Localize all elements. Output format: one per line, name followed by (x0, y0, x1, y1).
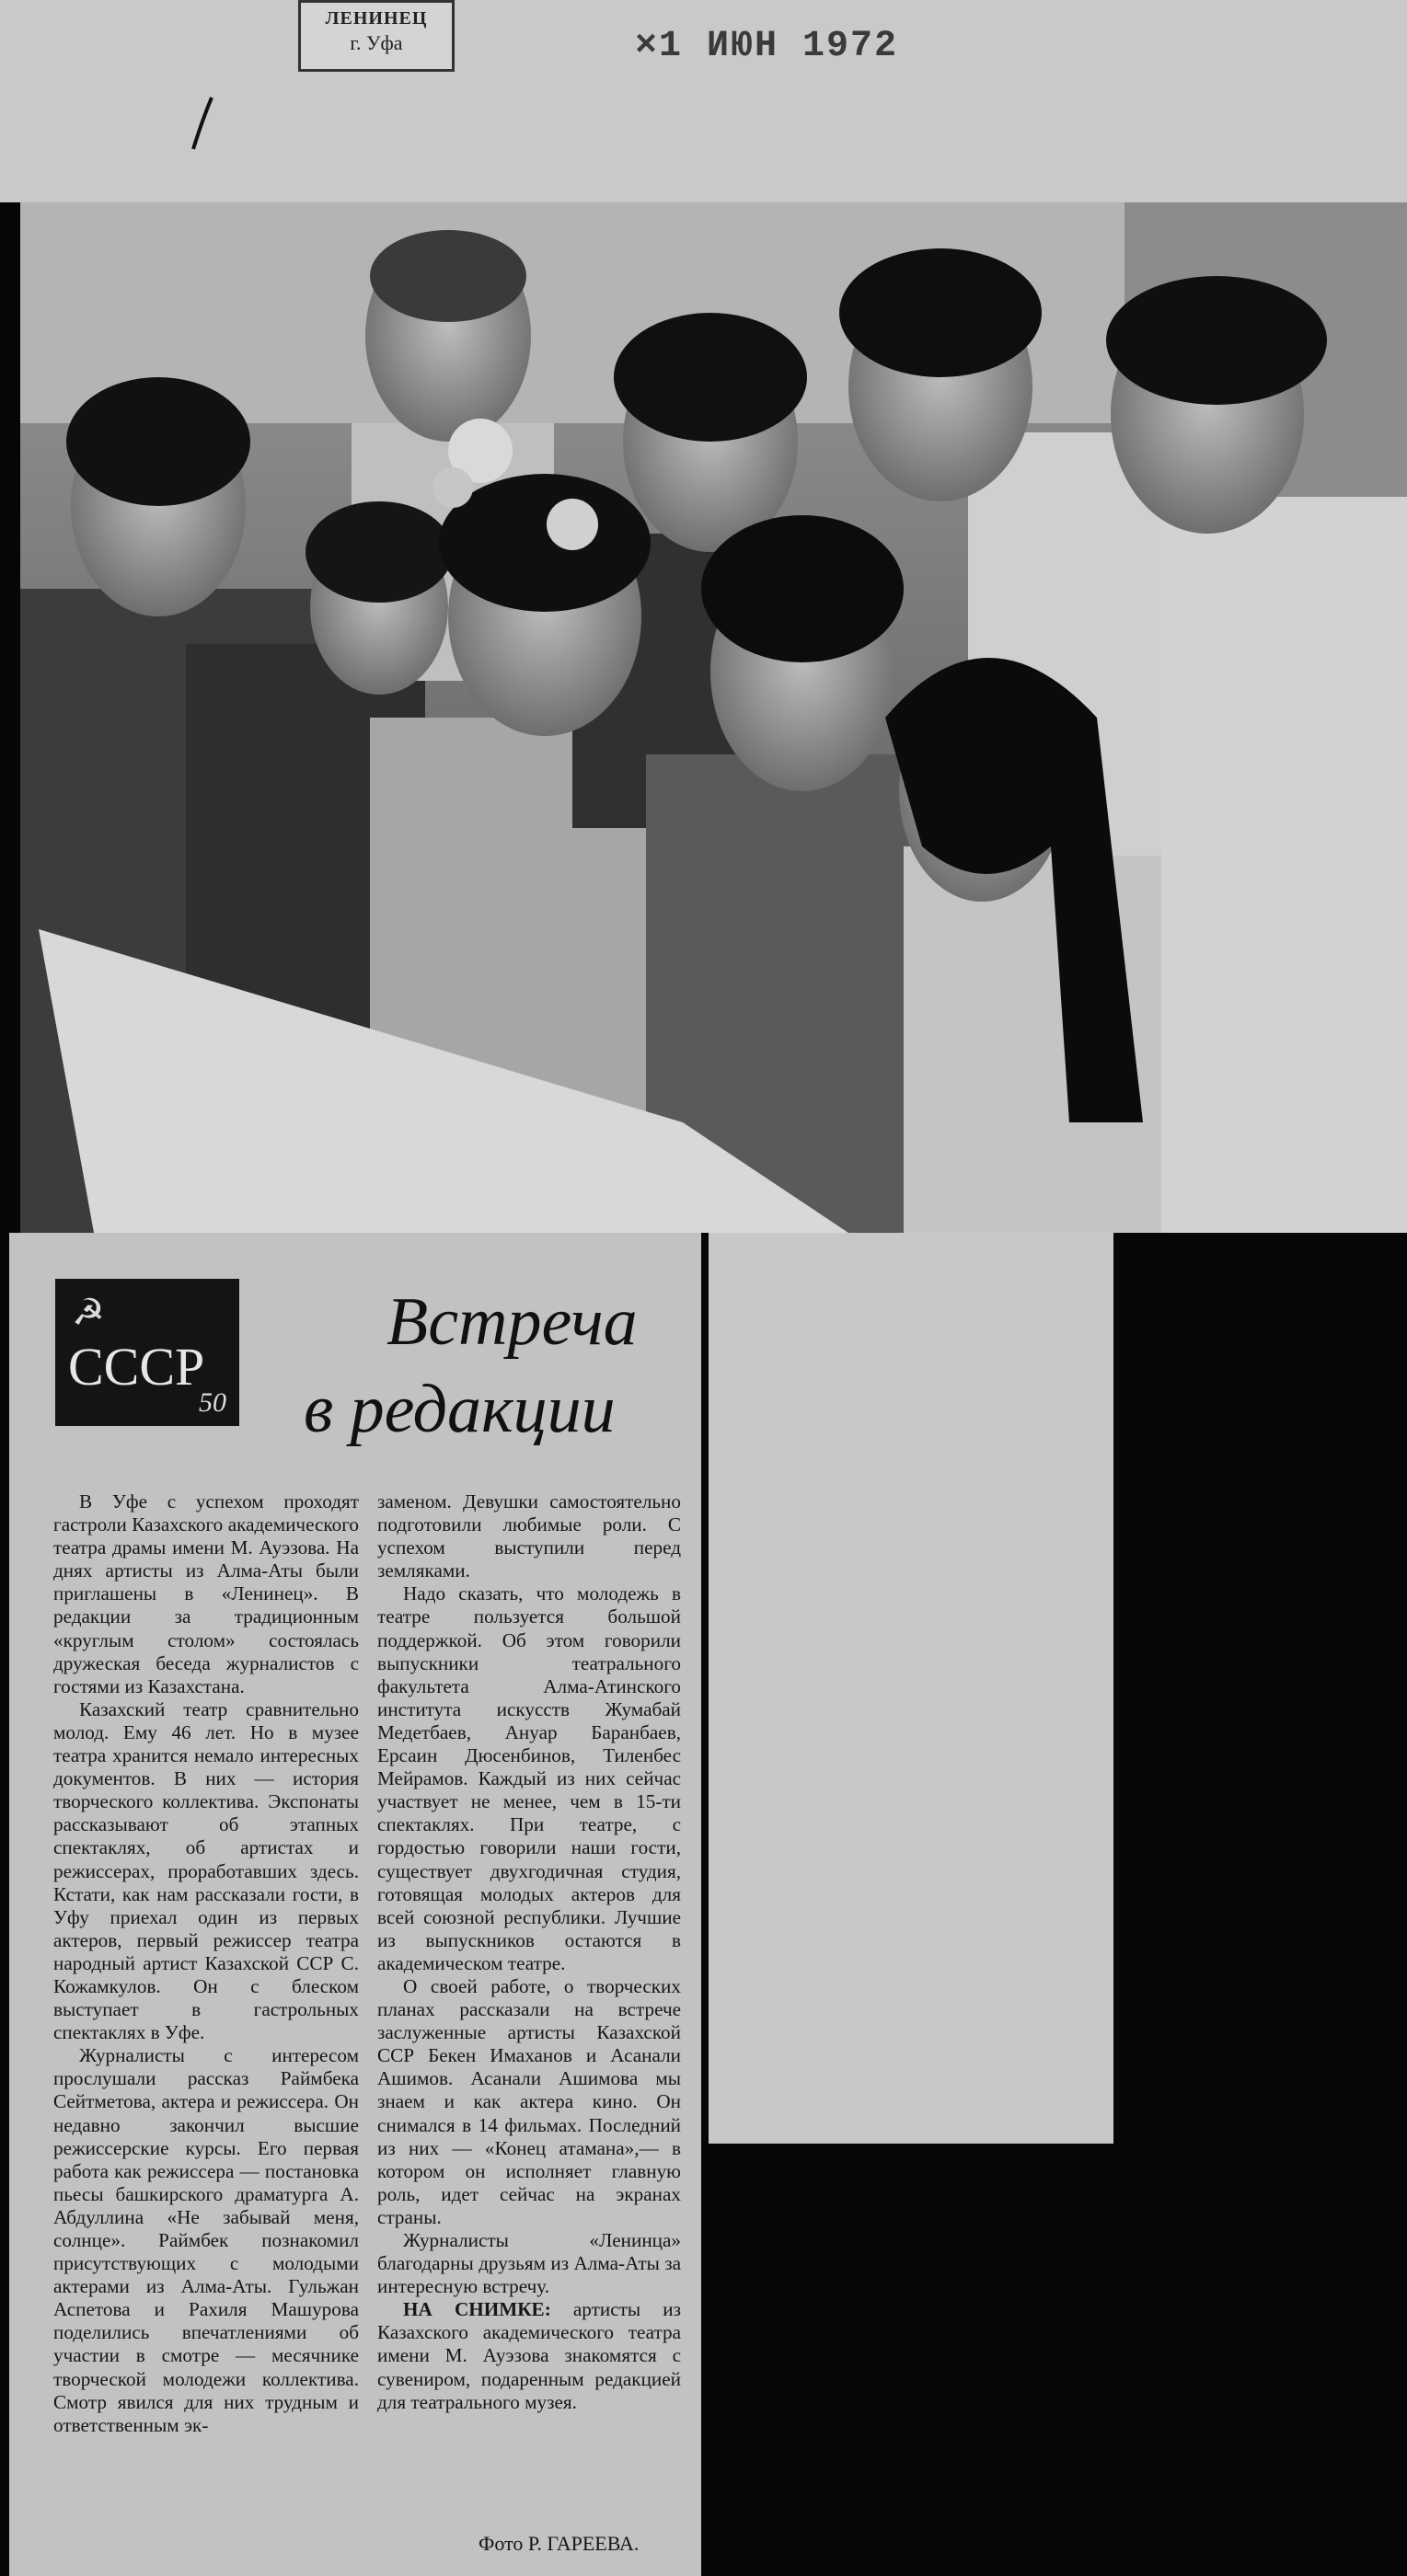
article-column-right (377, 1490, 681, 2571)
badge-50-text: 50 (199, 1387, 226, 1418)
article-paragraph: О своей работе, о творческих планах рассказали на встрече заслуженные артисты Казахской ССР Бекен Имаханов и Асанали Ашимов. Асанали Ашимова мы знаем и как актера кино. Он снимался в 14 фильмах. Последний из них — «Конец атамана»,— в котором он исполняет главную роль, идет сейчас на экранах страны. (377, 1974, 681, 2228)
pen-mark-icon (184, 92, 221, 156)
hammer-sickle-icon: ☭ (72, 1293, 105, 1333)
newspaper-stamp (298, 0, 455, 72)
photo-credit: Фото Р. ГАРЕЕВА. (479, 2532, 640, 2555)
article-paragraph: Журналисты «Ленинца» благодарны друзьям из Алма-Аты за интересную встречу. (377, 2229, 681, 2298)
stamp-title: ЛЕНИНЕЦ (325, 8, 428, 29)
article-title-line-1: Встреча (386, 1284, 638, 1360)
photo-caption (377, 2298, 681, 2413)
group-photo (20, 202, 1407, 1233)
ussr-50-badge (55, 1279, 239, 1426)
article-paragraph: Журналисты с интересом прослушали рассказ Раймбека Сейтметова, актера и режиссера. Он недавно закончил высшие режиссерские курсы. Его первая работа как режиссера — постановка пьесы башкирского драматурга А. Абдуллина «Не забывай меня, солнце». Раймбек познакомил присутствующих с молодыми актерами из Алма-Аты. Гульжан Аспетова и Рахиля Машурова поделились впечатлениями об участии в смотре — месячнике творческой молодежи коллектива. Смотр явился для них трудным и ответственным эк- (53, 2044, 359, 2436)
article-column-left (53, 1490, 359, 2571)
caption-text: артисты из Казахского академического театра имени М. Ауэзова знакомятся с сувениром, подаренным редакцией для театрального музея. (377, 2298, 681, 2413)
article-paragraph: Казахский театр сравнительно молод. Ему 46 лет. Но в музее театра хранится немало интересных документов. В них — история творческого коллектива. Экспонаты рассказывают об этапных спектаклях, об артистах и режиссерах, проработавших здесь. Кстати, как нам рассказали гости, в Уфу приехал один из первых актеров, первый режиссер театра народный артист Казахской ССР С. Кожамкулов. Он с блеском выступает в гастрольных спектаклях в Уфе. (53, 1697, 359, 2044)
blank-paper-panel (709, 1233, 1113, 2144)
date-stamp: ×1 ИЮН 1972 (635, 26, 899, 67)
article-paragraph: В Уфе с успехом проходят гастроли Казахского академического театра драмы имени М. Ауэзова. На днях артисты из Алма-Аты были приглашены в «Ленинец». В редакции за традиционным «круглым столом» состоялась дружеская беседа журналистов с гостями из Казахстана. (53, 1490, 359, 1697)
article-paragraph: заменом. Девушки самостоятельно подготовили любимые роли. С успехом выступили перед земляками. (377, 1490, 681, 1582)
badge-cccp-text: СССР (68, 1337, 205, 1397)
article-title-line-2: в редакции (304, 1372, 616, 1447)
stamp-city: г. Уфа (350, 31, 403, 54)
caption-heading: НА СНИМКЕ: (403, 2298, 551, 2321)
article-paragraph: Надо сказать, что молодежь в театре пользуется большой поддержкой. Об этом говорили выпускники театрального факультета Алма-Атинского института искусств Жумабай Медетбаев, Ануар Баранбаев, Ерсаин Дюсенбинов, Тиленбес Мейрамов. Каждый из них сейчас участвует не менее, чем в 15-ти спектаклях. При театре, с гордостью говорили наши гости, существует двухгодичная студия, готовящая молодых актеров для всей союзной республики. Лучшие из выпускников остаются в академическом театре. (377, 1582, 681, 1974)
